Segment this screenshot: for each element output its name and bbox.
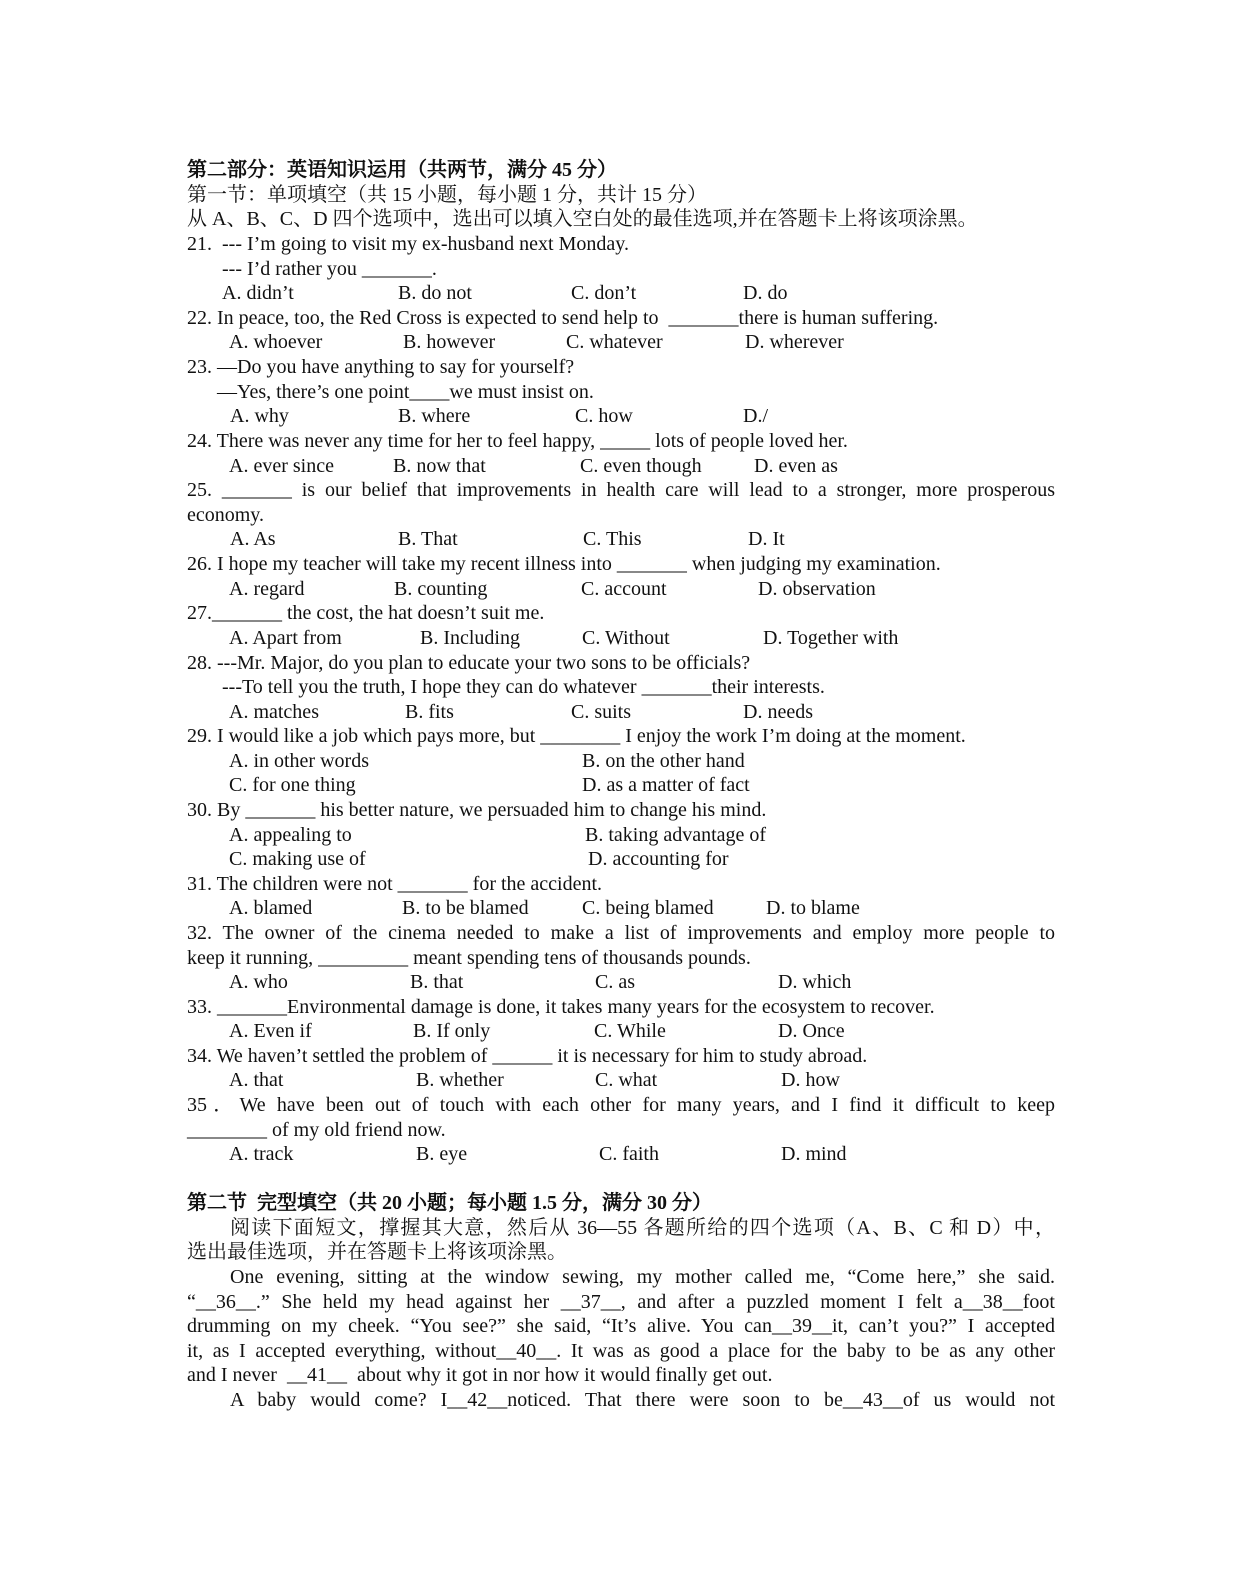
option-label: D. Once — [778, 1020, 845, 1042]
option-label: A. appealing to — [229, 824, 352, 846]
option-label: A. didn’t — [222, 282, 294, 304]
option-label: B. taking advantage of — [585, 824, 767, 846]
q29-stem: 29. I would like a job which pays more, but ________ I enjoy the work I’m doing at the moment. — [187, 725, 966, 747]
option-label: B. counting — [394, 578, 488, 600]
part2-heading: 第二部分：英语知识运用（共两节，满分 45 分） — [187, 159, 617, 181]
option-label: D. observation — [758, 578, 876, 600]
option-label: C. This — [583, 528, 642, 550]
option-label: B. on the other hand — [582, 750, 745, 772]
q32-stem: 32. The owner of the cinema needed to make a list of improvements and employ more people to — [187, 922, 1055, 944]
passage-line-6: A baby would come? I__42__noticed. That there were soon to be__43__of us would not — [230, 1389, 1055, 1411]
q34-stem: 34. We haven’t settled the problem of ______ it is necessary for him to study abroad. — [187, 1045, 868, 1067]
q31-stem: 31. The children were not _______ for the accident. — [187, 873, 603, 895]
q32-stem-2: keep it running, _________ meant spending tens of thousands pounds. — [187, 947, 751, 969]
option-label: D. It — [748, 528, 785, 550]
option-label: C. don’t — [571, 282, 637, 304]
section1-heading: 第一节：单项填空（共 15 小题，每小题 1 分，共计 15 分） — [187, 184, 707, 206]
option-label: D. Together with — [763, 627, 899, 649]
q24-stem: 24. There was never any time for her to feel happy, _____ lots of people loved her. — [187, 430, 848, 452]
section1-instruction: 从 A、B、C、D 四个选项中，选出可以填入空白处的最佳选项,并在答题卡上将该项涂黑。 — [187, 208, 978, 230]
q30-stem: 30. By _______ his better nature, we persuaded him to change his mind. — [187, 799, 767, 821]
option-label: A. matches — [229, 701, 319, 723]
option-label: B. that — [410, 971, 464, 993]
passage-line-1: One evening, sitting at the window sewing, my mother called me, “Come here,” she said. — [230, 1266, 1055, 1288]
option-label: A. Apart from — [229, 627, 342, 649]
option-label: C. being blamed — [582, 897, 714, 919]
q28-stem: 28. ---Mr. Major, do you plan to educate your two sons to be officials? — [187, 652, 751, 674]
option-label: A. who — [229, 971, 288, 993]
option-label: C. what — [595, 1069, 658, 1091]
option-label: B. whether — [416, 1069, 504, 1091]
option-label: D. even as — [754, 455, 838, 477]
option-label: D. do — [743, 282, 788, 304]
option-label: B. now that — [393, 455, 486, 477]
option-label: B. do not — [398, 282, 472, 304]
q25-stem-2: economy. — [187, 504, 265, 526]
q23-stem-2: —Yes, there’s one point____we must insist on. — [187, 381, 594, 403]
option-label: A. in other words — [229, 750, 369, 772]
option-label: A. regard — [229, 578, 305, 600]
option-label: C. as — [595, 971, 635, 993]
passage-line-4: it, as I accepted everything, without__40__. It was as good a place for the baby to be as any other — [187, 1340, 1055, 1362]
q28-stem-2: ---To tell you the truth, I hope they can do whatever _______their interests. — [187, 676, 825, 698]
option-label: C. faith — [599, 1143, 659, 1165]
q22-stem: 22. In peace, too, the Red Cross is expected to send help to _______there is human suffering. — [187, 307, 939, 329]
option-label: B. If only — [413, 1020, 491, 1042]
option-label: B. Including — [420, 627, 520, 649]
option-label: B. eye — [416, 1143, 468, 1165]
passage-line-5: and I never __41__ about why it got in nor how it would finally get out. — [187, 1364, 773, 1386]
option-label: D. as a matter of fact — [582, 774, 750, 796]
q26-stem: 26. I hope my teacher will take my recent illness into _______ when judging my examination. — [187, 553, 941, 575]
option-label: D. accounting for — [588, 848, 729, 870]
option-label: C. whatever — [566, 331, 663, 353]
option-label: D. mind — [781, 1143, 847, 1165]
option-label: A. ever since — [229, 455, 334, 477]
option-label: D. wherever — [745, 331, 844, 353]
option-label: C. suits — [571, 701, 632, 723]
section2-instruction-2: 选出最佳选项，并在答题卡上将该项涂黑。 — [187, 1241, 567, 1263]
option-label: D. needs — [743, 701, 813, 723]
option-label: A. why — [230, 405, 289, 427]
option-label: A. blamed — [229, 897, 313, 919]
option-label: D. how — [781, 1069, 840, 1091]
option-label: A. Even if — [229, 1020, 312, 1042]
q33-stem: 33. _______Environmental damage is done, it takes many years for the ecosystem to recover. — [187, 996, 935, 1018]
section2-heading: 第二节 完型填空（共 20 小题；每小题 1.5 分，满分 30 分） — [187, 1192, 712, 1214]
option-label: A. track — [229, 1143, 294, 1165]
q27-stem: 27._______ the cost, the hat doesn’t suit me. — [187, 602, 545, 624]
q35-stem: 35．We have been out of touch with each other for many years, and I find it difficult to keep — [187, 1094, 1055, 1116]
passage-line-3: drumming on my cheek. “You see?” she said, “It’s alive. You can__39__it, can’t you?” I accepted — [187, 1315, 1055, 1337]
option-label: A. As — [230, 528, 276, 550]
option-label: C. how — [575, 405, 633, 427]
option-label: A. whoever — [229, 331, 323, 353]
option-label: C. even though — [580, 455, 702, 477]
option-label: C. Without — [582, 627, 670, 649]
option-label: B. That — [398, 528, 458, 550]
option-label: C. making use of — [229, 848, 366, 870]
option-label: D. to blame — [766, 897, 860, 919]
q21-stem: 21. --- I’m going to visit my ex-husband next Monday. — [187, 233, 629, 255]
q23-stem: 23. —Do you have anything to say for yourself? — [187, 356, 575, 378]
q35-stem-2: ________ of my old friend now. — [187, 1119, 446, 1141]
option-label: C. account — [581, 578, 667, 600]
q21-stem-2: --- I’d rather you _______. — [187, 258, 437, 280]
option-label: D. which — [778, 971, 852, 993]
passage-line-2: “__36__.” She held my head against her __37__, and after a puzzled moment I felt a__38__foot — [187, 1291, 1055, 1313]
option-label: C. for one thing — [229, 774, 356, 796]
option-label: B. however — [403, 331, 496, 353]
option-label: D./ — [743, 405, 768, 427]
option-label: A. that — [229, 1069, 284, 1091]
option-label: B. where — [398, 405, 471, 427]
q25-stem: 25. _______ is our belief that improvements in health care will lead to a stronger, more prosperous — [187, 479, 1055, 501]
section2-instruction: 阅读下面短文，撑握其大意，然后从 36—55 各题所给的四个选项（A、B、C 和 D）中， — [230, 1217, 1055, 1239]
option-label: B. fits — [405, 701, 454, 723]
option-label: C. While — [594, 1020, 666, 1042]
option-label: B. to be blamed — [402, 897, 529, 919]
